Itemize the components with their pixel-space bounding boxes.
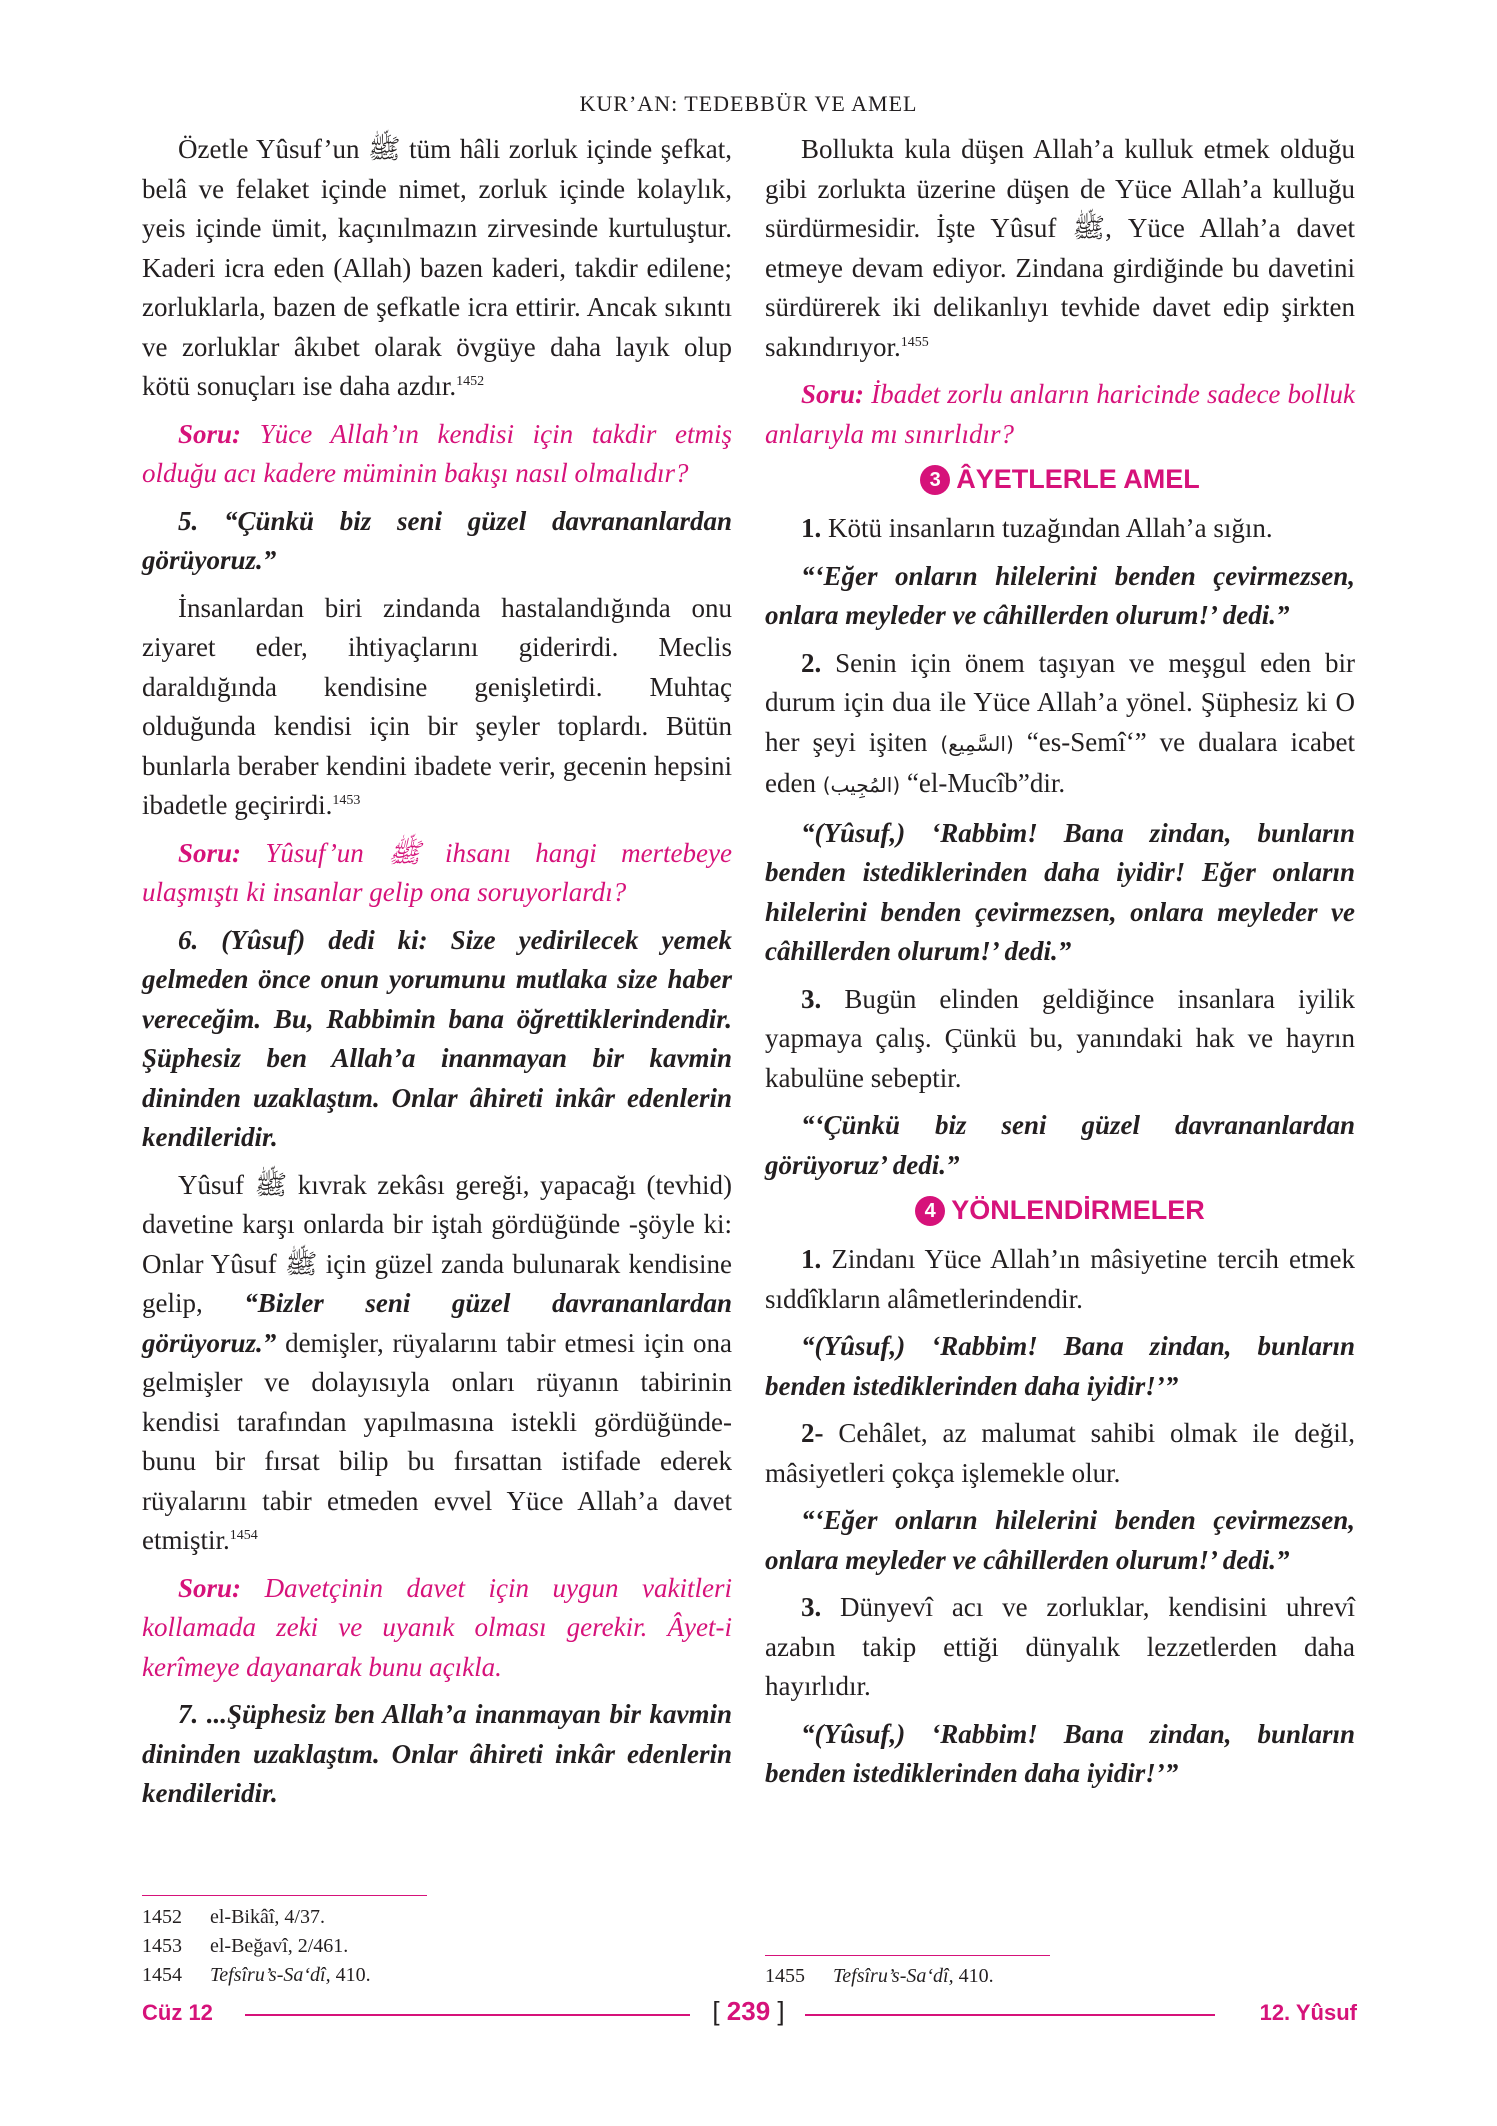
section-number-badge: 3: [920, 465, 950, 495]
list-item: 2- Cehâlet, az malumat sahibi olmak ile değil, mâsiyetleri çokça işlemekle olur.: [765, 1418, 1356, 1488]
inline-quote: “Bizler seni güzel davrananlardan görüyoruz.”: [142, 1288, 733, 1358]
footnote: 1455 Tefsîru’s-Sa‘dî, 410.: [765, 1965, 994, 1987]
footnote: 1452 el-Bikâî, 4/37.: [142, 1906, 325, 1928]
footnote-list-left: [142, 1903, 371, 1990]
footnote-ref[interactable]: 1453: [332, 793, 361, 808]
list-item: 3. Bugün elinden geldiğince insanlara iyilik yapmaya çalış. Çünkü bu, yanındaki hak ve hayrın kabulüne sebeptir.: [765, 983, 1355, 1093]
question-label: Soru:: [178, 1572, 242, 1603]
verse: “(Yûsuf,) ‘Rabbim! Bana zindan, bunların benden istediklerinden daha iyidir! Eğer onların hilelerini benden çevirmezsen, onlara meyleder ve câhillerden olurum!’ dedi.”: [765, 817, 1355, 966]
list-item: 1. Kötü insanların tuzağından Allah’a sığın.: [801, 513, 1273, 543]
section-number-badge: 4: [915, 1196, 945, 1226]
list-item: 2. Senin için önem taşıyan ve meşgul eden bir durum için dua ile Yüce Allah’a yönel. Şüphesiz ki O her şeyi işiten (السَّمِيع) “es-Semî‘” ve dualara icabet eden (المُجِيب) “el-Mucîb”dir.: [765, 647, 1356, 798]
question-label: Soru:: [801, 379, 865, 409]
left-column: [142, 130, 732, 1822]
footer-surah: 12. Yûsuf: [1259, 2000, 1357, 2025]
footer-rule-right: [805, 2014, 1215, 2016]
list-item: 3. Dünyevî acı ve zorluklar, kendisini uhrevî azabın takip ettiği dünyalık lezzetlerden daha hayırlıdır.: [765, 1592, 1356, 1701]
footnote-ref[interactable]: 1455: [900, 334, 929, 350]
paragraph: İnsanlardan biri zindanda hastalandığında onu ziyaret eder, ihtiyaçlarını giderirdi. Meclis daraldığında kendisine genişletirdi. Muhtaç olduğunda kendisi için bir şeyler toplardı. Bütün bunlarla beraber kendini ibadete verir, gecenin hepsini ibadetle geçirirdi.$^{1453}$: [142, 592, 732, 820]
footnote-list-right: [765, 1962, 994, 1991]
verse: “(Yûsuf,) ‘Rabbim! Bana zindan, bunların benden istediklerinden daha iyidir!’”: [765, 1718, 1355, 1788]
verse: “‘Eğer onların hilelerini benden çevirmezsen, onlara meyleder ve câhillerden olurum!’ dedi.”: [765, 560, 1355, 630]
page-footer: [0, 1996, 1497, 2036]
question: Soru: Yüce Allah’ın kendisi için takdir etmiş olduğu acı kadere müminin bakışı nasıl olmalıdır?: [142, 418, 732, 488]
question: Soru: Davetçinin davet için uygun vakitleri kollamada zeki ve uyanık olması gerekir. Âyet-i kerîmeye dayanarak bunu açıkla.: [142, 1572, 733, 1682]
verse-7: 7. ...Şüphesiz ben Allah’a inanmayan bir kavmin dininden uzaklaştım. Onlar âhireti inkâr edenlerin kendileridir.: [142, 1699, 732, 1808]
right-column: [765, 130, 1355, 1802]
section-heading-3: 3 ÂYETLERLE AMEL: [765, 464, 1355, 495]
question: Soru: İbadet zorlu anların haricinde sadece bolluk anlarıyla mı sınırlıdır?: [765, 379, 1355, 449]
arabic-term: (السَّمِيع): [940, 731, 1014, 756]
verse-5: 5. “Çünkü biz seni güzel davrananlardan görüyoruz.”: [142, 505, 732, 575]
question-label: Soru:: [178, 418, 242, 449]
verse-6: 6. (Yûsuf) dedi ki: Size yedirilecek yemek gelmeden önce onun yorumunu mutlaka size haber vereceğim. Bu, Rabbimin bana öğrettiklerindendir. Şüphesiz ben Allah’a inanmayan bir kavmin dininden uzaklaştım. Onlar âhireti inkâr edenlerin kendileridir.: [142, 924, 732, 1152]
paragraph: Yûsuf ﷺ kıvrak zekâsı gereği, yapacağı (tevhid) davetine karşı onlarda bir iştah gördüğünde -şöyle ki: Onlar Yûsuf ﷺ için güzel zanda bulunarak kendisine gelip, “Bizler seni güzel davrananlardan görüyoruz.” demişler, rüyalarını tabir etmesi için ona gelmişler ve dolayısıyla onları rüyanın tabirinin kendisi tarafından yapılmasına istekli gördüğünde- bunu bir fırsat bilip bu fırsattan istifade ederek rüyalarını tabir etmeden evvel Yüce Allah’a davet etmiştir.$^{1454}$: [142, 1169, 733, 1555]
verse: “‘Çünkü biz seni güzel davrananlardan görüyoruz’ dedi.”: [765, 1110, 1355, 1180]
verse: “(Yûsuf,) ‘Rabbim! Bana zindan, bunların benden istediklerinden daha iyidir!’”: [765, 1331, 1355, 1401]
running-header: KUR’AN: TEDEBBÜR VE AMEL: [579, 91, 918, 116]
section-heading-4: 4 YÖNLENDİRMELER: [765, 1195, 1355, 1226]
verse: “‘Eğer onların hilelerini benden çevirmezsen, onlara meyleder ve câhillerden olurum!’ dedi.”: [765, 1505, 1355, 1575]
footer-juz: Cüz 12: [142, 2000, 213, 2025]
footnote: 1453 el-Beğavî, 2/461.: [142, 1935, 349, 1957]
arabic-term: (المُجِيب): [822, 773, 901, 797]
paragraph: Özetle Yûsuf’un ﷺ tüm hâli zorluk içinde şefkat, belâ ve felaket içinde nimet, zorluk içinde kolaylık, yeis içinde ümit, kaçınılmazın zirvesinde kurtuluştur. Kaderi icra eden (Allah) bazen kaderi, takdir edilene; zorluklarla, bazen de şefkatle icra ettirir. Ancak sıkıntı ve zorluklar âkıbet olarak övgüye daha layık olup kötü sonuçları ise daha azdır.$^{1452}$: [142, 134, 732, 401]
list-item: 1. Zindanı Yüce Allah’ın mâsiyetine tercih etmek sıddîkların alâmetlerindendir.: [765, 1244, 1355, 1314]
footnote-ref[interactable]: 1452: [456, 374, 485, 389]
footnote-rule: [142, 1895, 427, 1896]
question-label: Soru:: [178, 837, 242, 868]
paragraph: Bollukta kula düşen Allah’a kulluk etmek olduğu gibi zorlukta üzerine düşen de Yüce Allah’a kulluğu sürdürmesidir. İşte Yûsuf ﷺ, Yüce Allah’a davet etmeye devam ediyor. Zindana girdiğinde bu davetini sürdürerek iki delikanlıyı tevhide davet edip şirkten sakındırıyor.$^{1455}$: [765, 134, 1356, 362]
footnote: 1454 Tefsîru’s-Sa‘dî, 410.: [142, 1964, 371, 1986]
footnote-rule: [765, 1955, 1050, 1956]
question: Soru: Yûsuf’un ﷺ ihsanı hangi mertebeye ulaşmıştı ki insanlar gelip ona soruyorlardı?: [142, 837, 732, 907]
footnote-ref[interactable]: 1454: [229, 1528, 258, 1543]
page-number: [ 239 ]: [712, 1996, 785, 2026]
